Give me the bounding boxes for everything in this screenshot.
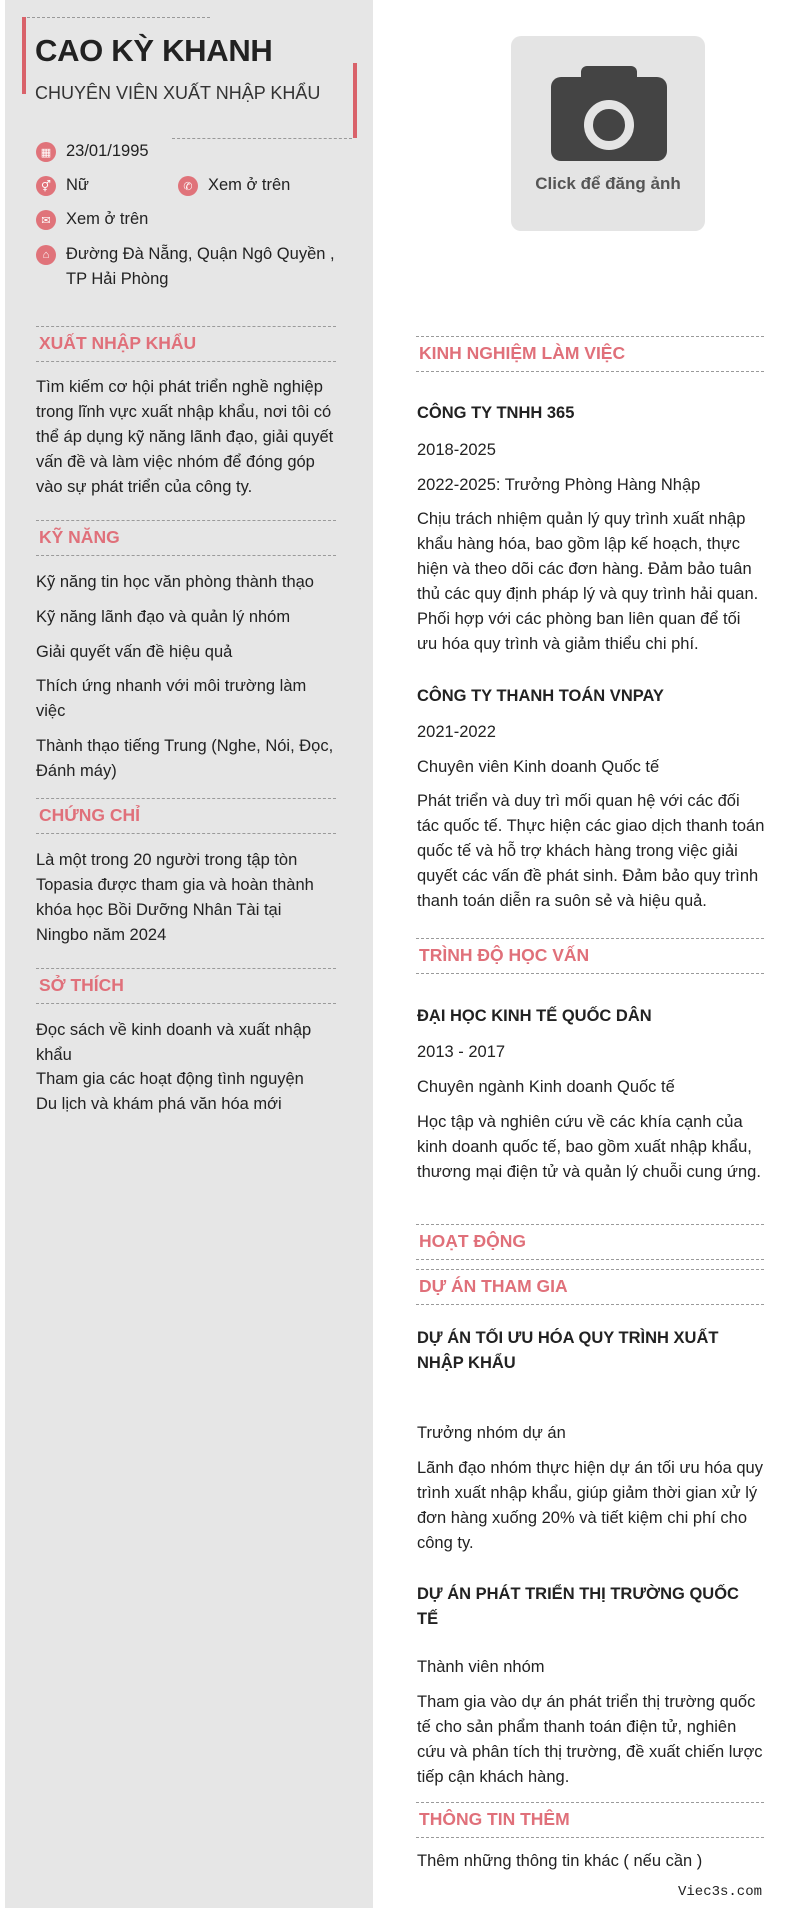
name-header [22, 17, 357, 140]
address-value[interactable] [66, 242, 335, 292]
section-title[interactable]: SỞ THÍCH [39, 975, 124, 995]
job-role[interactable]: Chuyên viên Kinh doanh Quốc tế [417, 758, 660, 776]
section-title[interactable]: XUẤT NHẬP KHẨU [39, 333, 197, 353]
section-header-skills [36, 520, 336, 556]
section-title[interactable]: HOẠT ĐỘNG [419, 1231, 526, 1251]
section-title[interactable]: DỰ ÁN THAM GIA [419, 1276, 568, 1296]
section-header-extra [416, 1802, 764, 1838]
project-description[interactable]: Lãnh đạo nhóm thực hiện dự án tối ưu hóa quy trình xuất nhập khẩu, giúp giảm thời gian xử lý đơn hàng xuống 20% và tiết kiệm chi phí cho công ty. [417, 1459, 763, 1552]
gender-value[interactable]: Nữ [66, 176, 89, 194]
company-name[interactable]: CÔNG TY THANH TOÁN VNPAY [417, 687, 664, 705]
phone-icon: ✆ [178, 176, 198, 196]
section-title[interactable]: THÔNG TIN THÊM [419, 1809, 570, 1829]
job-description[interactable]: Phát triển và duy trì mối quan hệ với các đối tác quốc tế. Thực hiện các giao dịch thanh toán quốc tế và hỗ trợ khách hàng trong việc giải quyết các vấn đề phát sinh. Đảm bảo quy trình thanh toán diễn ra suôn sẻ và hiệu quả. [417, 792, 765, 910]
divider [172, 138, 352, 139]
objective-text[interactable]: Tìm kiếm cơ hội phát triển nghề nghiệp trong lĩnh vực xuất nhập khẩu, nơi tôi có thể áp dụng kỹ năng lãnh đạo, giải quyết vấn đề và làm việc nhóm để đóng góp vào sự phát triển của công ty. [36, 378, 334, 496]
section-header-certificates [36, 798, 336, 834]
project-description[interactable]: Tham gia vào dự án phát triển thị trường quốc tế cho sản phẩm thanh toán điện tử, nghiên cứu và phân tích thị trường, đề xuất chiến lược tiếp cận khách hàng. [417, 1693, 763, 1786]
camera-lens-icon [584, 100, 634, 150]
section-header-objective [36, 326, 336, 362]
project-name[interactable]: DỰ ÁN TỐI ƯU HÓA QUY TRÌNH XUẤT NHẬP KHẨU [417, 1329, 719, 1372]
candidate-name[interactable]: CAO KỲ KHANH [35, 33, 273, 68]
section-title[interactable]: TRÌNH ĐỘ HỌC VẤN [419, 945, 590, 965]
job-period[interactable]: 2018-2025 [417, 441, 496, 459]
section-header-experience [416, 336, 764, 372]
education-period[interactable]: 2013 - 2017 [417, 1043, 506, 1061]
skill-item[interactable]: Thành thạo tiếng Trung (Nghe, Nói, Đọc, Đánh máy) [36, 737, 334, 780]
education-description[interactable]: Học tập và nghiên cứu về các khía cạnh của kinh doanh quốc tế, bao gồm xuất nhập khẩu, thương mại điện tử và quản lý chuỗi cung ứng. [417, 1113, 761, 1181]
address-row [36, 245, 335, 292]
certificate-text[interactable]: Là một trong 20 người trong tập tòn Topasia được tham gia và hoàn thành khóa học Bồi Dưỡng Nhân Tài tại Ningbo năm 2024 [36, 851, 314, 944]
skill-item[interactable]: Kỹ năng lãnh đạo và quản lý nhóm [36, 608, 291, 626]
project-role[interactable]: Trưởng nhóm dự án [417, 1424, 566, 1442]
email-value[interactable]: Xem ở trên [66, 210, 149, 228]
hobby-item[interactable]: Tham gia các hoạt động tình nguyện [36, 1070, 304, 1088]
home-icon: ⌂ [36, 245, 56, 265]
extra-text[interactable]: Thêm những thông tin khác ( nếu cần ) [417, 1852, 703, 1870]
section-title[interactable]: CHỨNG CHỈ [39, 805, 141, 825]
skill-item[interactable]: Thích ứng nhanh với môi trường làm việc [36, 677, 307, 720]
project-role[interactable]: Thành viên nhóm [417, 1658, 545, 1676]
section-header-activities [416, 1224, 764, 1260]
section-header-projects [416, 1269, 764, 1305]
hobby-item[interactable]: Du lịch và khám phá văn hóa mới [36, 1095, 282, 1113]
hobby-item[interactable]: Đọc sách về kinh doanh và xuất nhập khẩu [36, 1021, 312, 1064]
address-line-1: Đường Đà Nẵng, Quận Ngô Quyền , [66, 245, 335, 263]
phone-value[interactable]: Xem ở trên [208, 176, 291, 194]
email-icon: ✉ [36, 210, 56, 230]
accent-bar [353, 63, 357, 138]
section-title[interactable]: KỸ NĂNG [39, 527, 120, 547]
project-name[interactable]: DỰ ÁN PHÁT TRIỂN THỊ TRƯỜNG QUỐC TẾ [417, 1585, 739, 1628]
skill-item[interactable]: Kỹ năng tin học văn phòng thành thạo [36, 573, 314, 591]
gender-row [36, 176, 89, 198]
job-description[interactable]: Chịu trách nhiệm quản lý quy trình xuất nhập khẩu hàng hóa, bao gồm lập kế hoạch, thực hiện và theo dõi các đơn hàng. Đảm bảo tuân thủ các quy định pháp lý và quy trình hải quan. Phối hợp với các phòng ban liên quan để tối ưu hóa quy trình và giảm thiểu chi phí. [417, 510, 759, 653]
job-title[interactable]: CHUYÊN VIÊN XUẤT NHẬP KHẨU [35, 83, 321, 103]
gender-icon: ⚥ [36, 176, 56, 196]
company-name[interactable]: CÔNG TY TNHH 365 [417, 404, 575, 422]
email-row [36, 210, 148, 232]
photo-caption: Click để đăng ảnh [535, 174, 681, 193]
watermark: Viec3s.com [677, 1884, 762, 1900]
accent-bar [22, 17, 26, 94]
divider [22, 17, 210, 18]
job-role[interactable]: 2022-2025: Trưởng Phòng Hàng Nhập [417, 476, 701, 494]
skill-item[interactable]: Giải quyết vấn đề hiệu quả [36, 643, 233, 661]
calendar-icon: ▦ [36, 142, 56, 162]
section-title[interactable]: KINH NGHIỆM LÀM VIỆC [419, 343, 626, 363]
school-name[interactable]: ĐẠI HỌC KINH TẾ QUỐC DÂN [417, 1007, 652, 1025]
phone-row [178, 176, 290, 198]
education-major[interactable]: Chuyên ngành Kinh doanh Quốc tế [417, 1078, 675, 1096]
birthday-row [36, 142, 149, 164]
job-period[interactable]: 2021-2022 [417, 723, 496, 741]
photo-upload[interactable] [511, 36, 705, 231]
birthday-value[interactable]: 23/01/1995 [66, 142, 149, 160]
address-line-2: TP Hải Phòng [66, 270, 169, 288]
section-header-education [416, 938, 764, 974]
section-header-hobbies [36, 968, 336, 1004]
